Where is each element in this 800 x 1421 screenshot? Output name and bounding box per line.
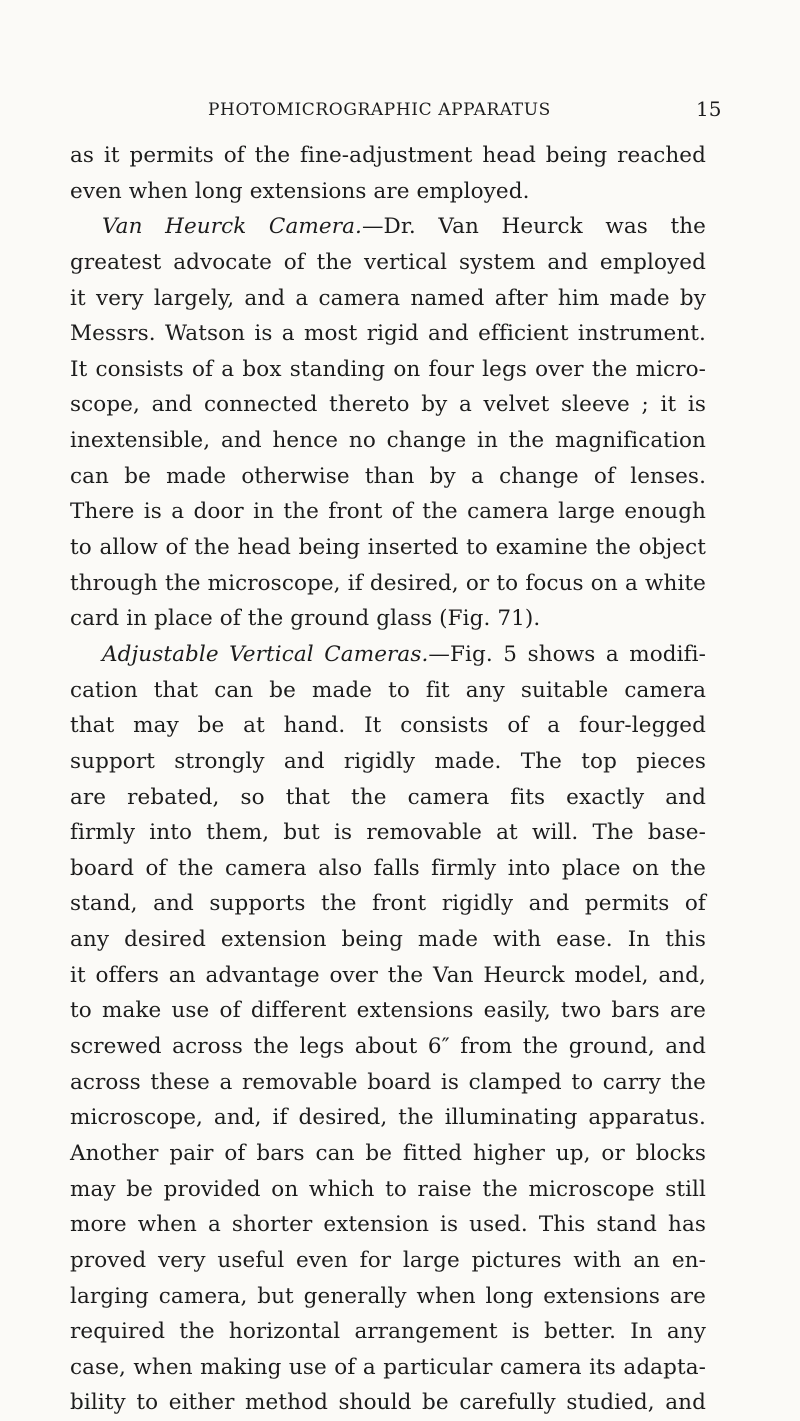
section-heading-van-heurck-camera: Van Heurck Camera. [102, 214, 362, 240]
section-heading-line: Adjustable Vertical Cameras.—Fig. 5 shows a modifi- [102, 641, 707, 667]
text-line: required the horizontal arrangement is better. In any [70, 1319, 706, 1345]
text-line: to allow of the head being inserted to examine the object [70, 535, 706, 561]
text-line: are rebated, so that the camera fits exactly and [70, 784, 706, 810]
body-text [70, 138, 706, 1421]
text-line: more when a shorter extension is used. This stand has [70, 1212, 706, 1238]
text-line: screwed across the legs about 6″ from the ground, and [70, 1034, 706, 1060]
text-line: board of the camera also falls firmly into place on the [70, 855, 706, 881]
text-line: firmly into them, but is removable at will. The base- [70, 820, 706, 846]
text-line: greatest advocate of the vertical system and employed [70, 249, 706, 275]
text-line: to make use of different extensions easily, two bars are [70, 998, 706, 1024]
text-line: it very largely, and a camera named after him made by [70, 285, 706, 311]
text-line: as it permits of the fine-adjustment head being reached [70, 143, 706, 168]
text-line: stand, and supports the front rigidly and permits of [70, 891, 706, 917]
text-line: microscope, and, if desired, the illuminating apparatus. [70, 1105, 706, 1131]
text-line: case, when making use of a particular camera its adapta- [70, 1354, 706, 1380]
text-line: it offers an advantage over the Van Heurck model, and, [70, 962, 706, 988]
text-line: any desired extension being made with ease. In this [70, 927, 706, 953]
text-line: across these a removable board is clamped to carry the [70, 1069, 706, 1095]
text-line: inextensible, and hence no change in the magnification [70, 428, 706, 454]
running-head: PHOTOMICROGRAPHIC APPARATUS [208, 100, 551, 120]
text-line: through the microscope, if desired, or to focus on a white [70, 570, 706, 596]
text-line: larging camera, but generally when long extensions are [70, 1283, 706, 1309]
text-line: scope, and connected thereto by a velvet sleeve ; it is [70, 392, 706, 418]
text-line: that may be at hand. It consists of a four-legged [70, 713, 706, 739]
page-number: 15 [696, 97, 722, 121]
section-heading-adjustable-vertical-cameras: Adjustable Vertical Cameras. [102, 641, 429, 667]
text-line: can be made otherwise than by a change of lenses. [70, 463, 706, 489]
text-line: Another pair of bars can be fitted higher up, or blocks [70, 1140, 706, 1166]
text-line: proved very useful even for large pictures with an en- [70, 1247, 706, 1273]
text-line: cation that can be made to fit any suitable camera [70, 677, 706, 703]
section-heading-line: Van Heurck Camera.—Dr. Van Heurck was the [102, 214, 706, 240]
text-line: card in place of the ground glass (Fig. 71). [70, 606, 541, 632]
text-line: Messrs. Watson is a most rigid and efficient instrument. [70, 321, 706, 347]
text-line: There is a door in the front of the camera large enough [70, 499, 706, 525]
text-line: even when long extensions are employed. [70, 178, 530, 204]
text-line: may be provided on which to raise the microscope still [70, 1176, 706, 1202]
text-line: It consists of a box standing on four legs over the micro- [70, 356, 706, 382]
text-line: support strongly and rigidly made. The top pieces [70, 748, 706, 774]
text-line: bility to either method should be carefully studied, and [70, 1390, 706, 1416]
